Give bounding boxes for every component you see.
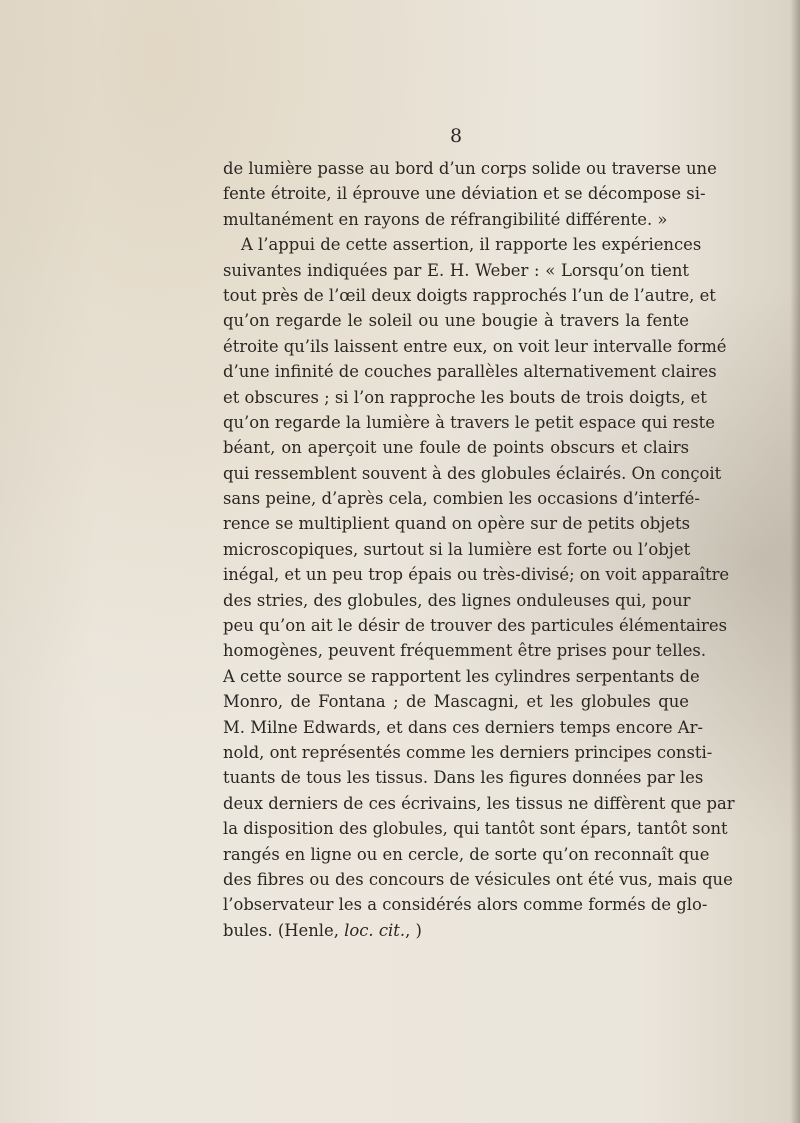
text-line: tuants de tous les tissus. Dans les figures données par les <box>223 768 704 788</box>
text-line: inégal, et un peu trop épais ou très-divisé; on voit apparaître <box>223 565 730 585</box>
text-line: de lumière passe au bord d’un corps solide ou traverse une <box>223 159 717 178</box>
text-line: l’observateur les a considérés alors comme formés de glo- <box>223 895 708 915</box>
text-line: des fibres ou des concours de vésicules ont été vus, mais que <box>223 869 733 889</box>
text-line: peu qu’on ait le désir de trouver des particules élémentaires <box>223 616 727 636</box>
text-line: Monro, de Fontana ; de Mascagni, et les globules que <box>223 692 689 712</box>
text-line: qui ressemblent souvent à des globules éclairés. On conçoit <box>223 463 722 483</box>
text-line: nold, ont représentés comme les derniers principes consti- <box>223 742 713 762</box>
text-line: deux derniers de ces écrivains, les tissus ne diffèrent que par <box>223 793 735 813</box>
text-line: fente étroite, il éprouve une déviation et se décompose si- <box>223 184 706 204</box>
text-line: d’une infinité de couches parallèles alternativement claires <box>223 362 717 382</box>
text-line: microscopiques, surtout si la lumière est forte ou l’objet <box>223 539 691 559</box>
final-line-close: , ) <box>405 920 422 940</box>
body-text <box>223 156 735 943</box>
text-line: suivantes indiquées par E. H. Weber : « Lorsqu’on tient <box>223 260 689 280</box>
text-line: tout près de l’œil deux doigts rapprochés l’un de l’autre, et <box>223 285 716 305</box>
text-line: rangés en ligne ou en cercle, de sorte qu’on reconnaît que <box>223 844 710 864</box>
text-line: étroite qu’ils laissent entre eux, on voit leur intervalle formé <box>223 336 727 356</box>
text-line: A cette source se rapportent les cylindres serpentants de <box>223 666 700 686</box>
text-line: des stries, des globules, des lignes onduleuses qui, pour <box>223 590 691 610</box>
citation-italic: loc. cit. <box>344 920 406 940</box>
text-line: la disposition des globules, qui tantôt sont épars, tantôt sont <box>223 819 728 839</box>
text-line: rence se multiplient quand on opère sur de petits objets <box>223 514 691 534</box>
page-number: 8 <box>449 125 463 147</box>
text-line: qu’on regarde le soleil ou une bougie à travers la fente <box>223 311 689 331</box>
text-line: M. Milne Edwards, et dans ces derniers temps encore Ar- <box>223 717 703 737</box>
text-line: homogènes, peuvent fréquemment être prises pour telles. <box>223 641 707 661</box>
text-line: sans peine, d’après cela, combien les occasions d’interfé- <box>223 489 700 509</box>
text-line: multanément en rayons de réfrangibilité différente. » <box>223 209 668 229</box>
text-line: qu’on regarde la lumière à travers le petit espace qui reste <box>223 412 715 432</box>
final-line-text: bules. (Henle, <box>223 920 345 940</box>
text-line: et obscures ; si l’on rapproche les bouts de trois doigts, et <box>223 387 707 407</box>
page-edge-shadow <box>790 0 800 1123</box>
paragraph-first-line: A l’appui de cette assertion, il rapporte les expériences <box>241 235 702 255</box>
final-line <box>223 918 689 943</box>
text-line: béant, on aperçoit une foule de points obscurs et clairs <box>223 438 689 458</box>
